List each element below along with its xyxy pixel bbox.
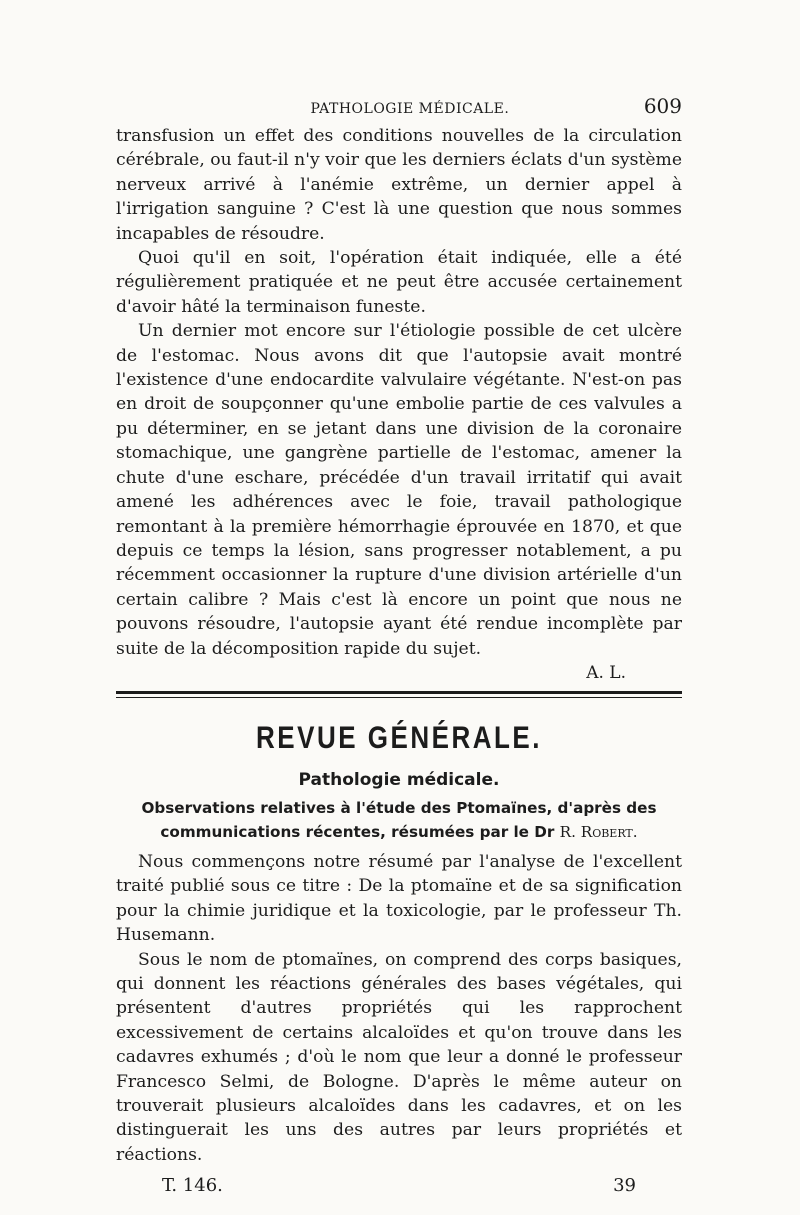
paragraph: Quoi qu'il en soit, l'opération était indiquée, elle a été régulièrement pratiquée et ne peut être accusée certainement d'avoir hâté la terminaison funeste. (116, 248, 682, 317)
page-footer (116, 1175, 682, 1196)
paragraph: Un dernier mot encore sur l'étiologie possible de cet ulcère de l'estomac. Nous avons dit que l'autopsie avait montré l'existence d'une endocardite valvulaire végétante. N'est-on pas en droit de soupçonner qu'une embolie partie de ces valvules a pu déterminer, en se jetant dans une division de la coronaire stomachique, une gangrène partielle de l'estomac, amener la chute d'une eschare, précédée d'un travail irritatif qui avait amené les adhérences avec le foie, travail pathologique remontant à la première hémorrhagie éprouvée en 1870, et que depuis ce temps la lésion, sans progresser notablement, a pu récemment occasionner la rupture d'une division artérielle d'un certain calibre ? Mais c'est là encore un point que nous ne pouvons résoudre, l'autopsie ayant été rendue incomplète par suite de la décomposition rapide du sujet. (116, 321, 682, 659)
volume-mark: T. 146. (162, 1175, 223, 1197)
article-body (116, 850, 682, 1167)
section-divider (116, 691, 682, 694)
paragraph: transfusion un effet des conditions nouvelles de la circulation cérébrale, ou faut-il n'y voir que les derniers éclats d'un système nerveux arrivé à l'anémie extrême, un dernier appel à l'irrigation sanguine ? C'est là une question que nous sommes incapables de résoudre. (116, 126, 682, 244)
subsection-title: Pathologie médicale. (298, 769, 500, 790)
page-number: 609 (643, 94, 682, 118)
signature: A. L. (586, 662, 626, 683)
section-divider (116, 697, 682, 698)
running-title: PATHOLOGIE MÉDICALE. (310, 101, 510, 117)
article-title-text: Observations relatives à l'étude des Ptomaïnes, d'après des communications récentes, résumées par le Dr (141, 798, 657, 841)
page (116, 94, 682, 1196)
article-author: R. Robert. (559, 822, 638, 841)
paragraph: Nous commençons notre résumé par l'analyse de l'excellent traité publié sous ce titre : De la ptomaïne et de sa signification pour la chimie juridique et la toxicologie, par le professeur Th. Husemann. (116, 851, 682, 946)
article-title (116, 796, 682, 844)
section-title: REVUE GÉNÉRALE. (256, 718, 542, 755)
signature-mark: 39 (613, 1175, 636, 1197)
running-head (116, 94, 682, 124)
paragraph: Sous le nom de ptomaïnes, on comprend des corps basiques, qui donnent les réactions générales des bases végétales, qui présentent d'autres propriétés qui les rapprochent excessivement de certains alcaloïdes et qu'on trouve dans les cadavres exhumés ; d'où le nom que leur a donné le professeur Francesco Selmi, de Bologne. D'après le même auteur on trouverait plusieurs alcaloïdes dans les cadavres, et on les distinguerait les uns des autres par leurs propriétés et réactions. (116, 949, 682, 1165)
